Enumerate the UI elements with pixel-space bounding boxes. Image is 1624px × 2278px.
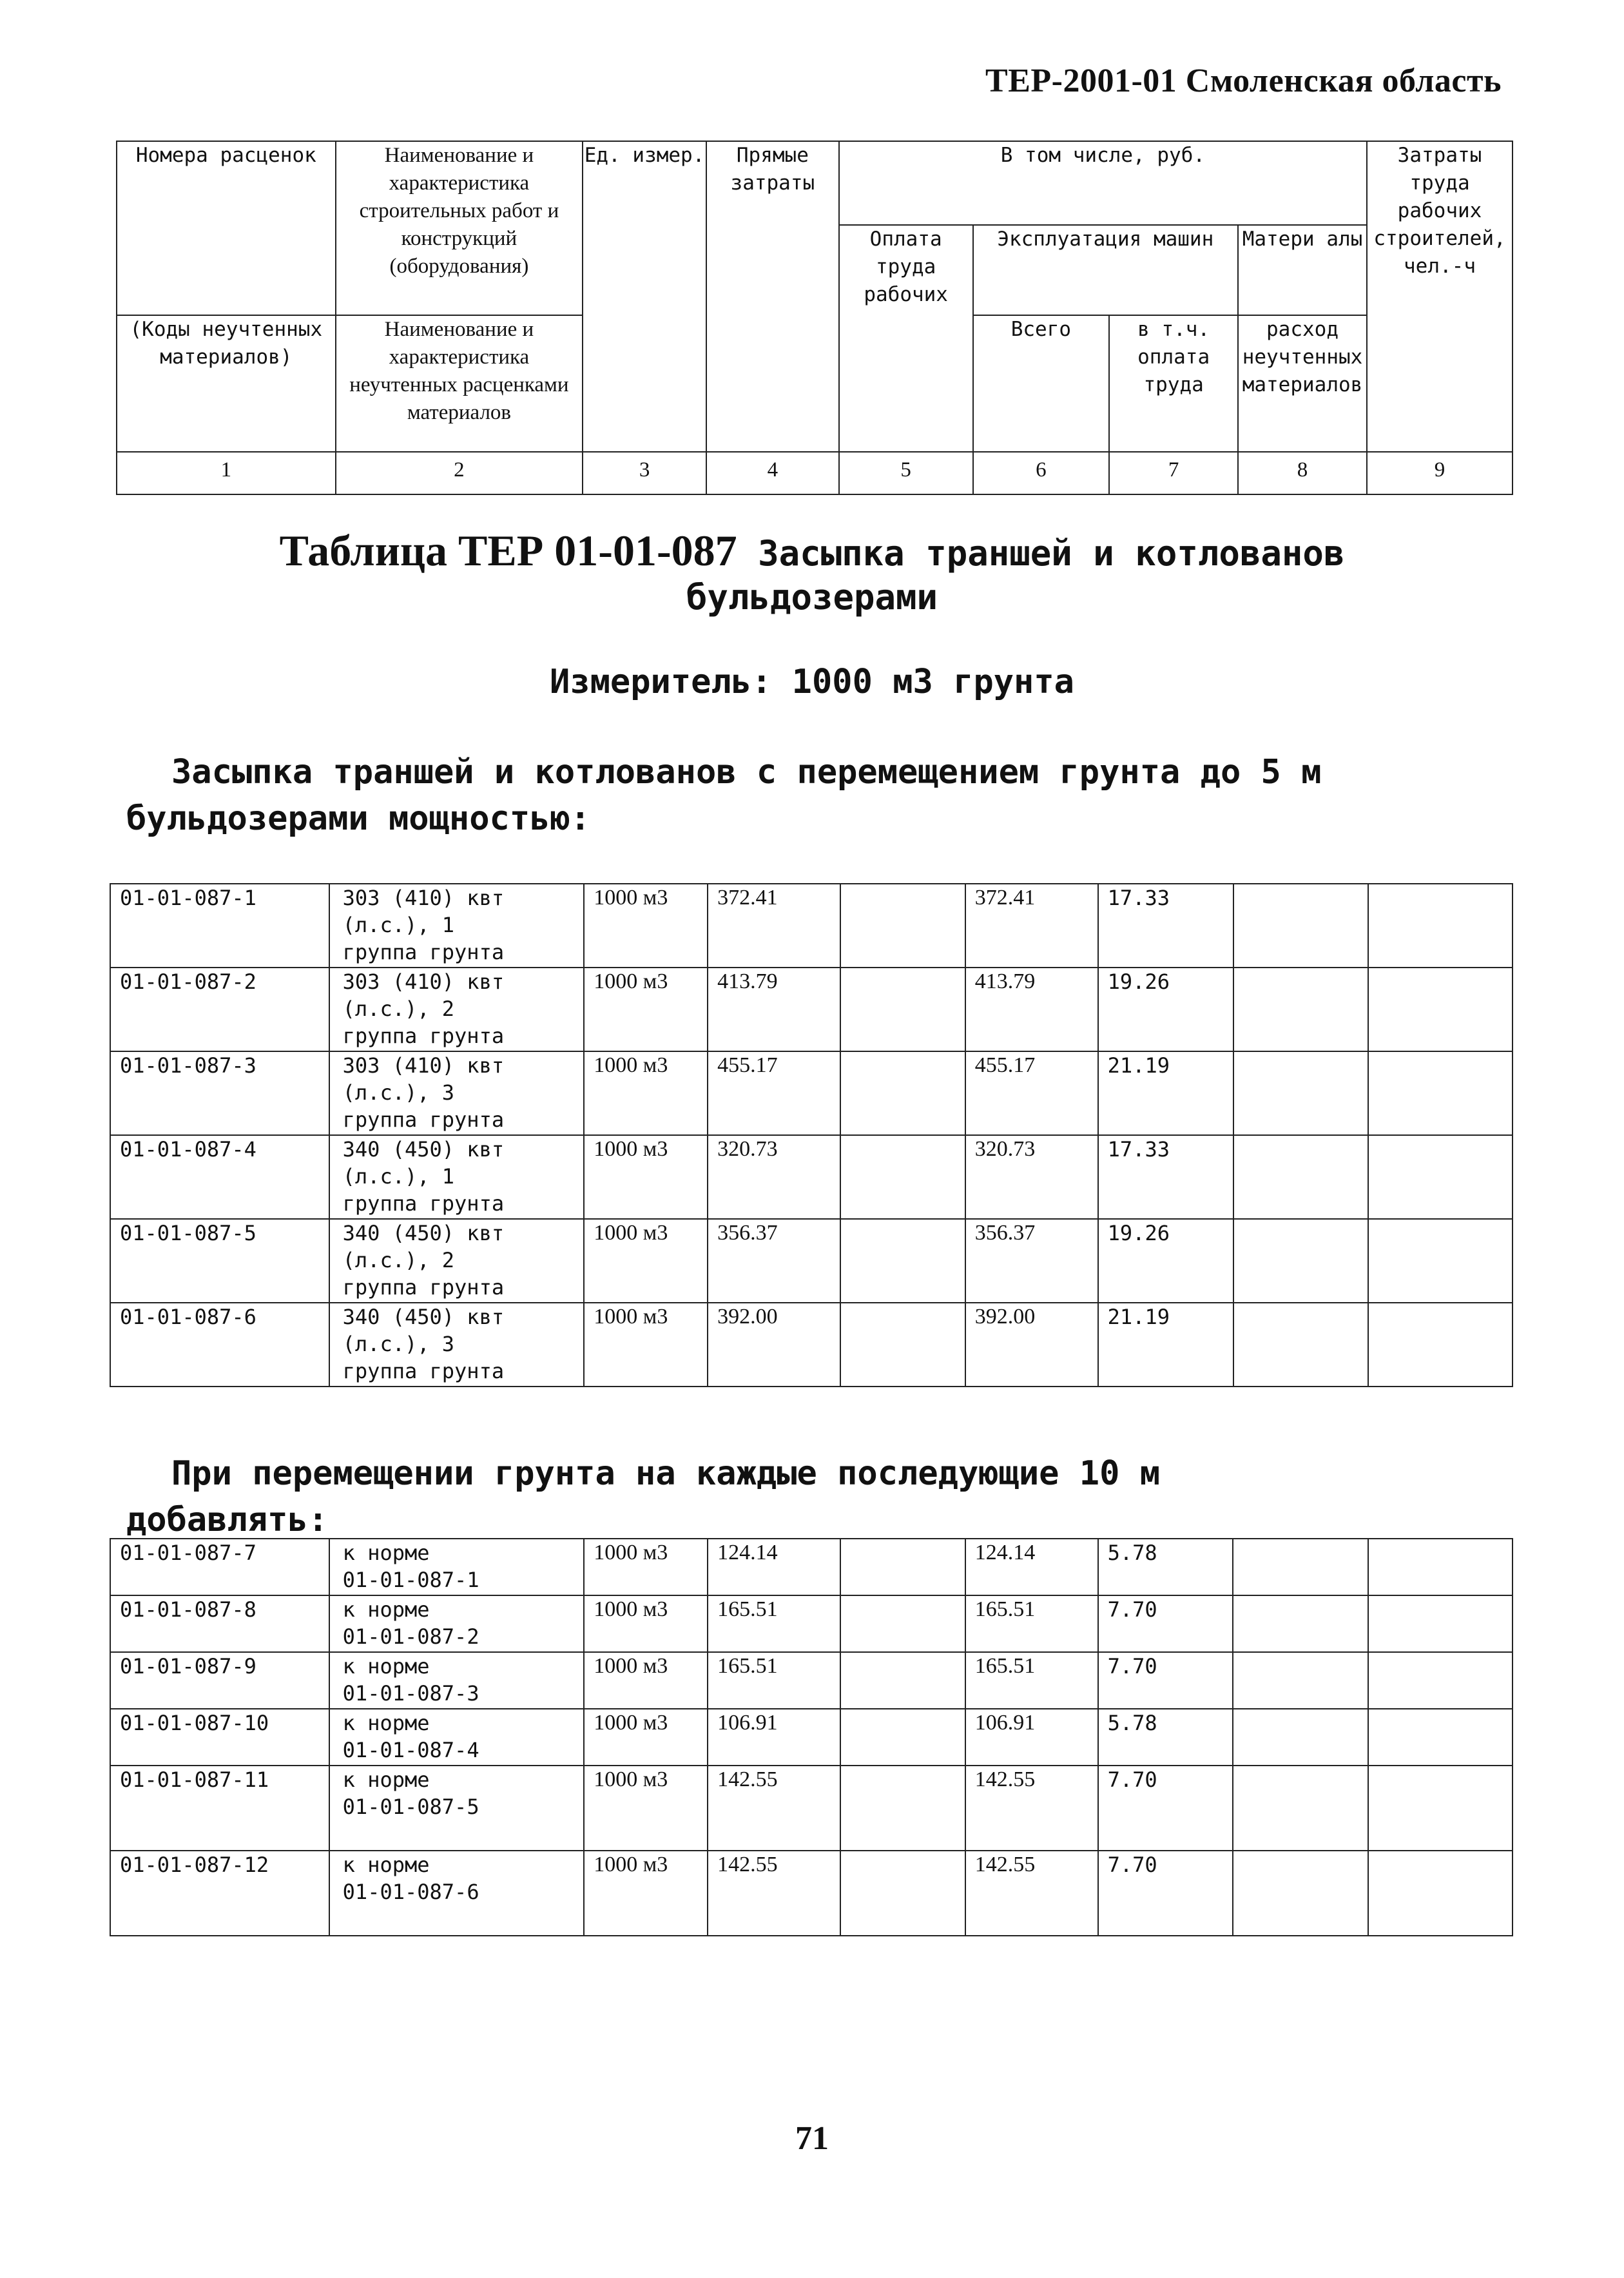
work-name <box>329 1851 585 1936</box>
table-row <box>110 968 1513 1051</box>
header-materials: Матери алы <box>1238 225 1367 315</box>
rate-code: 01-01-087-6 <box>110 1303 329 1387</box>
wage-cell <box>840 1766 965 1851</box>
machines-wage: 17.33 <box>1098 1135 1233 1219</box>
table-title-number: Таблица ТЕР 01-01-087 <box>279 526 737 575</box>
unit: 1000 м3 <box>584 1219 708 1303</box>
unit: 1000 м3 <box>584 1135 708 1219</box>
direct-costs: 455.17 <box>708 1051 840 1135</box>
column-number: 3 <box>583 452 706 494</box>
work-name-line: группа грунта <box>342 1275 505 1300</box>
column-number: 6 <box>973 452 1110 494</box>
section1-heading-line1: Засыпка траншей и котлованов с перемещением грунта до 5 м <box>171 753 1322 792</box>
work-name-line: 340 (450) квт <box>342 1221 505 1245</box>
machines-wage: 19.26 <box>1098 968 1233 1051</box>
materials-cell <box>1233 1219 1369 1303</box>
table-title-line2: бульдозерами <box>686 577 938 618</box>
running-header-title: ТЕР-2001-01 Смоленская область <box>985 63 1502 99</box>
header-direct-costs: Прямые затраты <box>706 141 839 452</box>
column-number: 9 <box>1367 452 1513 494</box>
rate-code: 01-01-087-7 <box>110 1539 329 1595</box>
labor-cell <box>1368 1709 1513 1766</box>
wage-cell <box>840 1709 965 1766</box>
materials-cell <box>1233 1303 1369 1387</box>
machines-total: 124.14 <box>965 1539 1098 1595</box>
table-title <box>0 526 1624 619</box>
header-including: В том числе, руб. <box>839 141 1367 225</box>
materials-cell <box>1233 968 1369 1051</box>
materials-cell <box>1233 1051 1369 1135</box>
materials-cell <box>1233 1652 1368 1709</box>
unit: 1000 м3 <box>584 1851 708 1936</box>
table-row <box>110 1595 1513 1652</box>
direct-costs: 356.37 <box>708 1219 840 1303</box>
unit: 1000 м3 <box>584 1709 708 1766</box>
table-row <box>110 1219 1513 1303</box>
section1-table <box>110 883 1513 1387</box>
rate-code: 01-01-087-2 <box>110 968 329 1051</box>
machines-total: 165.51 <box>965 1652 1098 1709</box>
section2-heading-line2: добавлять: <box>126 1501 329 1539</box>
work-name-line: 01-01-087-1 <box>342 1568 479 1592</box>
materials-cell <box>1233 1135 1369 1219</box>
header-labor-costs: Затраты труда рабочих строителей, чел.-ч <box>1367 141 1513 452</box>
table-row <box>110 1851 1513 1936</box>
table-row <box>110 1539 1513 1595</box>
direct-costs: 372.41 <box>708 884 840 968</box>
rate-code: 01-01-087-3 <box>110 1051 329 1135</box>
measure-unit: Измеритель: 1000 м3 грунта <box>550 663 1074 701</box>
unit: 1000 м3 <box>584 1051 708 1135</box>
work-name-line: 01-01-087-4 <box>342 1738 479 1762</box>
wage-cell <box>840 1851 965 1936</box>
work-name-line: 303 (410) квт <box>342 969 505 994</box>
rate-code: 01-01-087-4 <box>110 1135 329 1219</box>
section2-heading <box>126 1450 1505 1543</box>
wage-cell <box>840 884 965 968</box>
materials-cell <box>1233 884 1369 968</box>
rate-code: 01-01-087-10 <box>110 1709 329 1766</box>
wage-cell <box>840 1652 965 1709</box>
machines-wage: 21.19 <box>1098 1051 1233 1135</box>
header-unaccounted-name: Наименование и характеристика неучтенных расценками материалов <box>336 315 583 452</box>
work-name <box>329 1766 585 1851</box>
work-name <box>329 1219 585 1303</box>
work-name-line: к норме <box>342 1853 430 1877</box>
materials-cell <box>1233 1851 1368 1936</box>
machines-total: 165.51 <box>965 1595 1098 1652</box>
machines-wage: 21.19 <box>1098 1303 1233 1387</box>
table-row <box>110 884 1513 968</box>
header-machines: Эксплуатация машин <box>973 225 1238 315</box>
table-title-line1: Засыпка траншей и котлованов <box>758 533 1345 574</box>
machines-wage: 17.33 <box>1098 884 1233 968</box>
wage-cell <box>840 1303 965 1387</box>
machines-wage: 7.70 <box>1098 1595 1233 1652</box>
work-name <box>329 884 585 968</box>
work-name <box>329 1595 585 1652</box>
wage-cell <box>840 1135 965 1219</box>
direct-costs: 392.00 <box>708 1303 840 1387</box>
materials-cell <box>1233 1766 1368 1851</box>
work-name-line: (л.с.), 1 <box>342 913 455 937</box>
labor-cell <box>1368 968 1513 1051</box>
machines-total: 320.73 <box>965 1135 1098 1219</box>
machines-wage: 19.26 <box>1098 1219 1233 1303</box>
work-name-line: группа грунта <box>342 1024 505 1048</box>
machines-total: 356.37 <box>965 1219 1098 1303</box>
section1-heading-line2: бульдозерами мощностью: <box>126 799 591 838</box>
machines-total: 142.55 <box>965 1766 1098 1851</box>
rate-code: 01-01-087-8 <box>110 1595 329 1652</box>
section1-heading <box>126 749 1505 842</box>
work-name-line: 303 (410) квт <box>342 886 505 910</box>
machines-wage: 7.70 <box>1098 1851 1233 1936</box>
labor-cell <box>1368 884 1513 968</box>
work-name <box>329 1051 585 1135</box>
header-unaccounted-consumption: расход неучтенных материалов <box>1238 315 1367 452</box>
rate-code: 01-01-087-5 <box>110 1219 329 1303</box>
work-name-line: 01-01-087-6 <box>342 1880 479 1904</box>
machines-total: 106.91 <box>965 1709 1098 1766</box>
machines-total: 372.41 <box>965 884 1098 968</box>
work-name <box>329 1539 585 1595</box>
labor-cell <box>1368 1051 1513 1135</box>
work-name-line: к норме <box>342 1541 430 1565</box>
unit: 1000 м3 <box>584 1652 708 1709</box>
table-row <box>110 1303 1513 1387</box>
section2-table <box>110 1538 1513 1936</box>
direct-costs: 165.51 <box>708 1652 840 1709</box>
table-row <box>110 1135 1513 1219</box>
header-machines-total: Всего <box>973 315 1110 452</box>
labor-cell <box>1368 1135 1513 1219</box>
direct-costs: 320.73 <box>708 1135 840 1219</box>
wage-cell <box>840 1051 965 1135</box>
rate-code: 01-01-087-12 <box>110 1851 329 1936</box>
work-name-line: 01-01-087-3 <box>342 1681 479 1706</box>
header-unaccounted-codes: (Коды неучтенных материалов) <box>117 315 336 452</box>
rate-code: 01-01-087-9 <box>110 1652 329 1709</box>
unit: 1000 м3 <box>584 1303 708 1387</box>
work-name-line: 340 (450) квт <box>342 1305 505 1329</box>
direct-costs: 106.91 <box>708 1709 840 1766</box>
table-row <box>110 1709 1513 1766</box>
machines-wage: 7.70 <box>1098 1652 1233 1709</box>
direct-costs: 124.14 <box>708 1539 840 1595</box>
labor-cell <box>1368 1539 1513 1595</box>
work-name-line: (л.с.), 2 <box>342 997 455 1021</box>
wage-cell <box>840 1595 965 1652</box>
work-name-line: 340 (450) квт <box>342 1137 505 1162</box>
work-name-line: группа грунта <box>342 1107 505 1132</box>
header-work-name: Наименование и характеристика строительных работ и конструкций (оборудования) <box>336 141 583 315</box>
work-name-line: (л.с.), 1 <box>342 1164 455 1189</box>
column-number: 4 <box>706 452 839 494</box>
work-name-line: группа грунта <box>342 1191 505 1216</box>
header-wage: Оплата труда рабочих <box>839 225 973 452</box>
machines-wage: 7.70 <box>1098 1766 1233 1851</box>
materials-cell <box>1233 1709 1368 1766</box>
labor-cell <box>1368 1766 1513 1851</box>
rate-code: 01-01-087-1 <box>110 884 329 968</box>
section2-heading-line1: При перемещении грунта на каждые последующие 10 м <box>171 1454 1161 1493</box>
table-row <box>110 1652 1513 1709</box>
work-name-line: к норме <box>342 1597 430 1622</box>
labor-cell <box>1368 1219 1513 1303</box>
table-row <box>110 1051 1513 1135</box>
direct-costs: 165.51 <box>708 1595 840 1652</box>
work-name-line: 01-01-087-2 <box>342 1624 479 1649</box>
header-unit: Ед. измер. <box>583 141 706 452</box>
work-name-line: 01-01-087-5 <box>342 1795 479 1819</box>
header-machines-wage: в т.ч. оплата труда <box>1109 315 1238 452</box>
labor-cell <box>1368 1652 1513 1709</box>
materials-cell <box>1233 1539 1368 1595</box>
column-number: 5 <box>839 452 973 494</box>
unit: 1000 м3 <box>584 1595 708 1652</box>
machines-total: 392.00 <box>965 1303 1098 1387</box>
work-name-line: группа грунта <box>342 940 505 964</box>
column-number: 7 <box>1109 452 1238 494</box>
direct-costs: 142.55 <box>708 1851 840 1936</box>
wage-cell <box>840 1539 965 1595</box>
work-name-line: группа грунта <box>342 1359 505 1383</box>
work-name <box>329 1135 585 1219</box>
work-name-line: к норме <box>342 1767 430 1792</box>
work-name <box>329 1652 585 1709</box>
materials-cell <box>1233 1595 1368 1652</box>
machines-wage: 5.78 <box>1098 1539 1233 1595</box>
work-name-line: (л.с.), 2 <box>342 1248 455 1272</box>
column-number: 1 <box>117 452 336 494</box>
direct-costs: 413.79 <box>708 968 840 1051</box>
labor-cell <box>1368 1595 1513 1652</box>
unit: 1000 м3 <box>584 884 708 968</box>
wage-cell <box>840 1219 965 1303</box>
machines-total: 142.55 <box>965 1851 1098 1936</box>
labor-cell <box>1368 1851 1513 1936</box>
unit: 1000 м3 <box>584 1766 708 1851</box>
machines-wage: 5.78 <box>1098 1709 1233 1766</box>
work-name-line: 303 (410) квт <box>342 1053 505 1078</box>
wage-cell <box>840 968 965 1051</box>
table-row <box>110 1766 1513 1851</box>
unit: 1000 м3 <box>584 1539 708 1595</box>
column-number: 8 <box>1238 452 1367 494</box>
column-header-table <box>116 141 1513 495</box>
direct-costs: 142.55 <box>708 1766 840 1851</box>
machines-total: 455.17 <box>965 1051 1098 1135</box>
column-number: 2 <box>336 452 583 494</box>
work-name <box>329 1303 585 1387</box>
work-name <box>329 1709 585 1766</box>
unit: 1000 м3 <box>584 968 708 1051</box>
work-name-line: к норме <box>342 1654 430 1679</box>
header-rate-number: Номера расценок <box>117 141 336 315</box>
work-name-line: к норме <box>342 1711 430 1735</box>
work-name-line: (л.с.), 3 <box>342 1080 455 1105</box>
page-number: 71 <box>795 2120 829 2157</box>
labor-cell <box>1368 1303 1513 1387</box>
work-name <box>329 968 585 1051</box>
machines-total: 413.79 <box>965 968 1098 1051</box>
rate-code: 01-01-087-11 <box>110 1766 329 1851</box>
work-name-line: (л.с.), 3 <box>342 1332 455 1356</box>
